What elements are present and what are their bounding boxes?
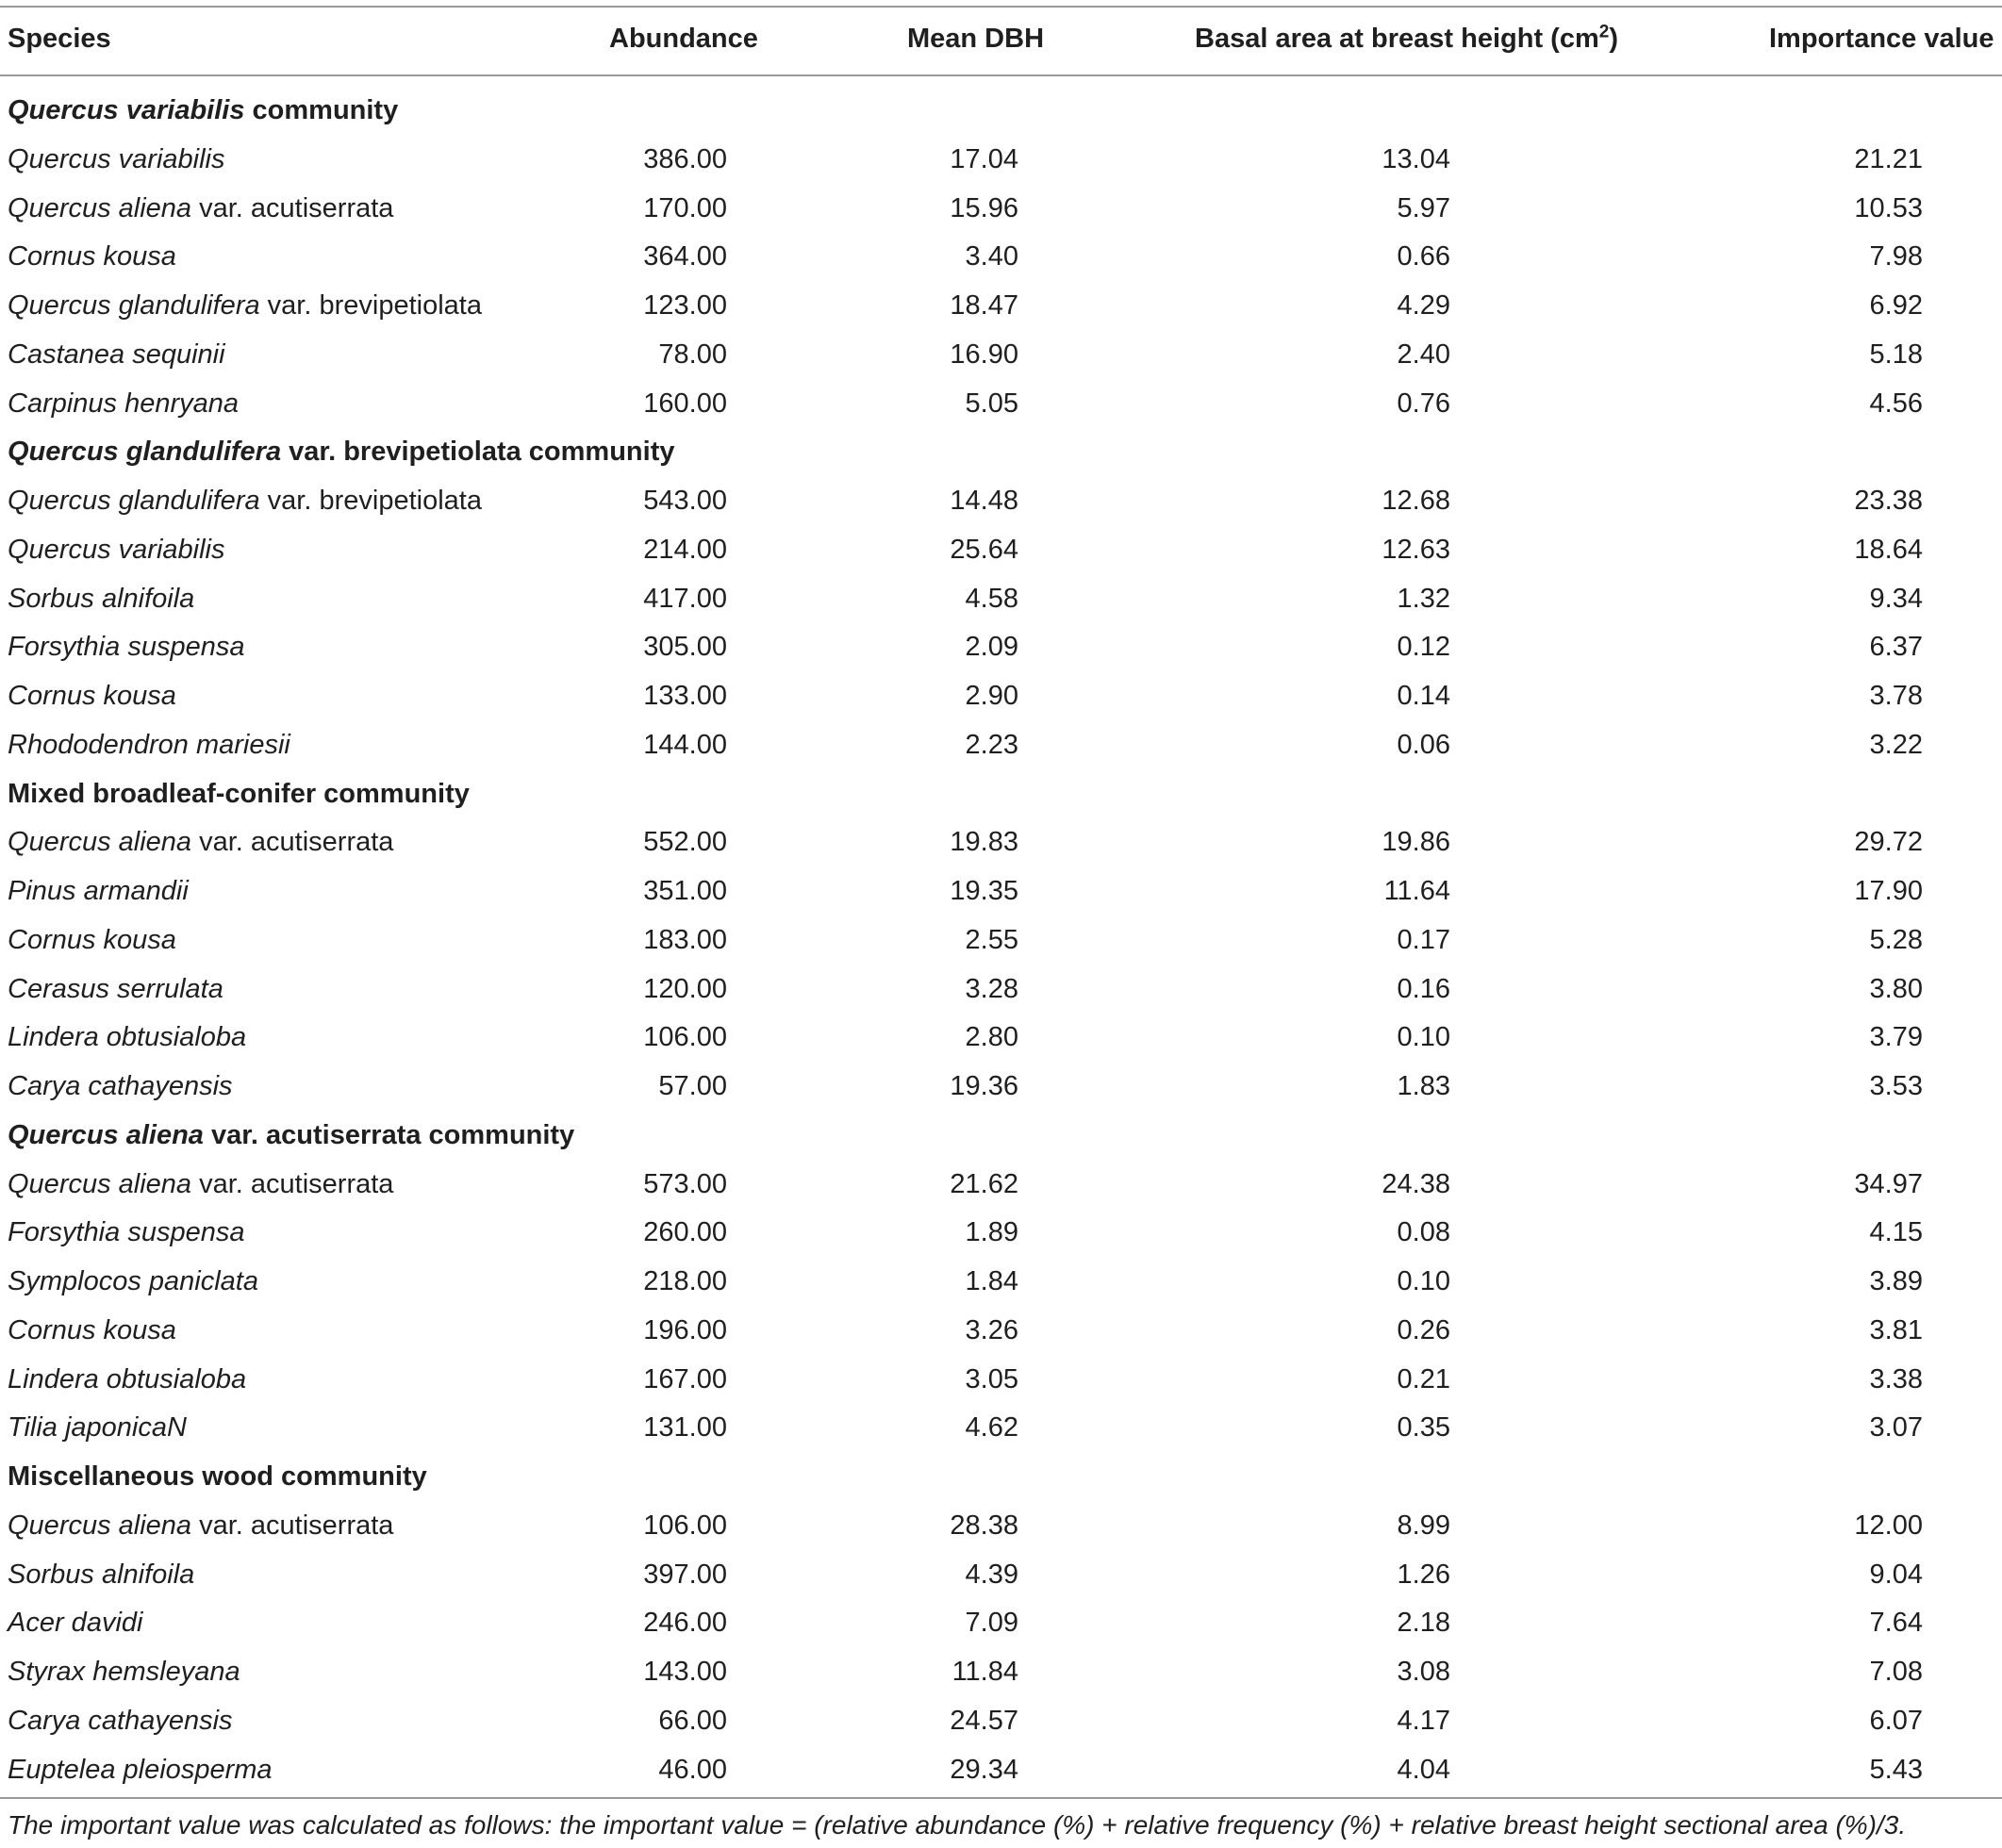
table-row <box>0 281 2002 330</box>
table-row <box>0 817 2002 866</box>
species-italic: Quercus variabilis <box>8 534 225 565</box>
basal-area-value: 0.10 <box>1397 1266 1450 1296</box>
community-title-rest: community <box>244 95 399 125</box>
species-italic: Sorbus alnifoila <box>8 583 195 614</box>
mean-dbh-value: 2.09 <box>965 632 1018 663</box>
importance-value: 3.22 <box>1869 729 1923 760</box>
table-row <box>0 1696 2002 1745</box>
table-row <box>0 1501 2002 1550</box>
abundance-value: 417.00 <box>643 583 727 614</box>
species-name <box>8 1160 393 1209</box>
species-name <box>8 1598 142 1647</box>
importance-value: 6.07 <box>1869 1705 1923 1736</box>
basal-area-value: 3.08 <box>1397 1657 1450 1687</box>
importance-value: 3.53 <box>1869 1071 1923 1101</box>
table-row <box>0 866 2002 916</box>
basal-area-value: 0.17 <box>1397 924 1450 955</box>
species-italic: Quercus aliena <box>8 1510 192 1541</box>
community-group-row <box>0 1452 2002 1501</box>
mean-dbh-value: 7.09 <box>965 1608 1018 1639</box>
species-name <box>8 1257 258 1306</box>
basal-area-value: 0.08 <box>1397 1217 1450 1248</box>
table-row <box>0 1306 2002 1355</box>
basal-area-value: 0.14 <box>1397 681 1450 711</box>
mean-dbh-value: 29.34 <box>950 1754 1018 1785</box>
importance-value: 23.38 <box>1854 486 1923 516</box>
abundance-value: 78.00 <box>658 338 727 370</box>
importance-value: 7.64 <box>1869 1608 1923 1639</box>
basal-area-value: 0.10 <box>1397 1022 1450 1053</box>
community-group-row <box>0 427 2002 476</box>
abundance-value: 351.00 <box>643 876 727 906</box>
abundance-value: 183.00 <box>643 924 727 955</box>
species-name <box>8 1013 246 1062</box>
basal-area-value: 5.97 <box>1397 192 1450 223</box>
table-row <box>0 232 2002 281</box>
mean-dbh-value: 1.84 <box>965 1266 1018 1296</box>
species-rest: var. acutiserrata <box>191 192 394 223</box>
community-title-rest: var. brevipetiolata community <box>281 437 675 468</box>
importance-value: 5.43 <box>1869 1754 1923 1785</box>
importance-value: 3.79 <box>1869 1022 1923 1053</box>
species-rest: var. brevipetiolata <box>259 290 482 321</box>
table-row <box>0 476 2002 525</box>
basal-area-value: 2.40 <box>1397 338 1450 370</box>
species-name <box>8 1355 246 1404</box>
table-header-row <box>0 14 2002 63</box>
table-row <box>0 1160 2002 1209</box>
basal-area-value: 0.66 <box>1397 241 1450 272</box>
species-name <box>8 720 290 769</box>
importance-value: 4.15 <box>1869 1217 1923 1248</box>
species-name <box>8 574 194 623</box>
table-row <box>0 1355 2002 1404</box>
abundance-value: 196.00 <box>643 1314 727 1345</box>
header-basal-area-sup: 2 <box>1598 22 1610 42</box>
community-group-row <box>0 86 2002 135</box>
basal-area-value: 1.83 <box>1397 1071 1450 1101</box>
mean-dbh-value: 2.55 <box>965 924 1018 955</box>
importance-value: 12.00 <box>1854 1510 1923 1541</box>
species-name <box>8 866 189 916</box>
species-italic: Lindera obtusialoba <box>8 1022 247 1053</box>
abundance-value: 543.00 <box>643 486 727 516</box>
species-italic: Sorbus alnifoila <box>8 1559 195 1590</box>
species-italic: Forsythia suspensa <box>8 632 245 663</box>
species-name <box>8 1745 273 1794</box>
mean-dbh-value: 4.58 <box>965 583 1018 614</box>
community-title <box>8 427 675 476</box>
basal-area-value: 12.63 <box>1382 534 1450 565</box>
basal-area-value: 1.26 <box>1397 1559 1450 1590</box>
table-bottom-rule <box>0 1797 2002 1799</box>
mean-dbh-value: 18.47 <box>950 290 1018 321</box>
species-italic: Carpinus henryana <box>8 388 240 419</box>
importance-value: 34.97 <box>1854 1168 1923 1199</box>
species-name <box>8 135 224 184</box>
mean-dbh-value: 15.96 <box>950 192 1018 223</box>
mean-dbh-value: 19.35 <box>950 876 1018 906</box>
mean-dbh-value: 19.36 <box>950 1071 1018 1101</box>
species-name <box>8 1647 240 1696</box>
table-row <box>0 184 2002 233</box>
community-title-italic: Quercus aliena <box>8 1119 204 1150</box>
species-name <box>8 671 176 720</box>
importance-value: 3.89 <box>1869 1266 1923 1296</box>
community-title-italic: Quercus variabilis <box>8 95 245 125</box>
abundance-value: 106.00 <box>643 1022 727 1053</box>
basal-area-value: 0.06 <box>1397 729 1450 760</box>
table-row <box>0 720 2002 769</box>
importance-value: 18.64 <box>1854 534 1923 565</box>
species-name <box>8 1550 194 1599</box>
species-rest: var. acutiserrata <box>191 827 394 858</box>
species-italic: Euptelea pleiosperma <box>8 1754 273 1785</box>
species-italic: Quercus glandulifera <box>8 486 260 516</box>
community-title <box>8 1452 427 1501</box>
species-italic: Cornus kousa <box>8 241 176 272</box>
mean-dbh-value: 28.38 <box>950 1510 1018 1541</box>
basal-area-value: 0.21 <box>1397 1363 1450 1394</box>
table-row <box>0 1062 2002 1111</box>
header-importance-value: Importance value <box>1769 24 1994 54</box>
header-species: Species <box>8 24 111 54</box>
species-name <box>8 1403 187 1452</box>
community-title-rest: Mixed broadleaf-conifer community <box>8 778 470 809</box>
abundance-value: 214.00 <box>643 534 727 565</box>
community-title-rest: Miscellaneous wood community <box>8 1461 427 1492</box>
species-rest: var. acutiserrata <box>191 1168 394 1199</box>
species-name <box>8 916 176 965</box>
species-italic: Quercus aliena <box>8 192 192 223</box>
importance-value: 9.04 <box>1869 1559 1923 1590</box>
mean-dbh-value: 3.05 <box>965 1363 1018 1394</box>
table-row <box>0 574 2002 623</box>
basal-area-value: 0.12 <box>1397 632 1450 663</box>
abundance-value: 305.00 <box>643 632 727 663</box>
abundance-value: 170.00 <box>643 192 727 223</box>
basal-area-value: 0.16 <box>1397 973 1450 1004</box>
species-name <box>8 965 223 1014</box>
species-name <box>8 1696 233 1745</box>
mean-dbh-value: 24.57 <box>950 1705 1018 1736</box>
species-italic: Carya cathayensis <box>8 1071 233 1101</box>
species-name <box>8 281 482 330</box>
header-abundance: Abundance <box>609 24 758 54</box>
importance-value: 5.28 <box>1869 924 1923 955</box>
table-row <box>0 330 2002 379</box>
table-row <box>0 916 2002 965</box>
header-mean-dbh: Mean DBH <box>907 24 1045 54</box>
table-row <box>0 1257 2002 1306</box>
species-italic: Quercus variabilis <box>8 143 225 174</box>
species-name <box>8 379 239 428</box>
basal-area-value: 4.17 <box>1397 1705 1450 1736</box>
mean-dbh-value: 25.64 <box>950 534 1018 565</box>
species-italic: Tilia japonicaN <box>8 1412 187 1444</box>
community-group-row <box>0 769 2002 818</box>
mean-dbh-value: 19.83 <box>950 827 1018 858</box>
table-footnote: The important value was calculated as follows: the important value = (relative abundance (%) + relative frequency (%) + relative breast height sectional area (%)/3. <box>8 1810 1907 1840</box>
species-name <box>8 525 224 574</box>
abundance-value: 160.00 <box>643 388 727 419</box>
table-row <box>0 1598 2002 1647</box>
species-italic: Carya cathayensis <box>8 1705 233 1736</box>
mean-dbh-value: 2.23 <box>965 729 1018 760</box>
basal-area-value: 1.32 <box>1397 583 1450 614</box>
abundance-value: 133.00 <box>643 681 727 711</box>
abundance-value: 66.00 <box>658 1705 727 1736</box>
basal-area-value: 0.35 <box>1397 1412 1450 1444</box>
table-row <box>0 1647 2002 1696</box>
importance-value: 3.81 <box>1869 1314 1923 1345</box>
species-italic: Cornus kousa <box>8 1314 176 1345</box>
species-italic: Quercus aliena <box>8 827 192 858</box>
mean-dbh-value: 2.90 <box>965 681 1018 711</box>
abundance-value: 397.00 <box>643 1559 727 1590</box>
species-name <box>8 817 393 866</box>
header-basal-area-text: Basal area at breast height (cm <box>1195 24 1599 54</box>
species-italic: Quercus aliena <box>8 1168 192 1199</box>
species-name <box>8 330 225 379</box>
species-italic: Cerasus serrulata <box>8 973 223 1004</box>
table-row <box>0 1013 2002 1062</box>
species-name <box>8 232 176 281</box>
species-rest: var. brevipetiolata <box>259 486 482 516</box>
species-italic: Cornus kousa <box>8 924 176 955</box>
basal-area-value: 24.38 <box>1382 1168 1450 1199</box>
species-rest: var. acutiserrata <box>191 1510 394 1541</box>
basal-area-value: 11.64 <box>1383 876 1450 906</box>
abundance-value: 573.00 <box>643 1168 727 1199</box>
mean-dbh-value: 5.05 <box>965 388 1018 419</box>
abundance-value: 144.00 <box>643 729 727 760</box>
mean-dbh-value: 3.28 <box>965 973 1018 1004</box>
community-title <box>8 86 398 135</box>
table-row <box>0 1745 2002 1794</box>
importance-value: 4.56 <box>1869 388 1923 419</box>
importance-value: 6.92 <box>1869 290 1923 321</box>
importance-value: 17.90 <box>1854 876 1923 906</box>
community-title-rest: var. acutiserrata community <box>203 1119 575 1150</box>
abundance-value: 57.00 <box>658 1071 727 1101</box>
importance-value: 5.18 <box>1869 338 1923 370</box>
abundance-value: 131.00 <box>643 1412 727 1444</box>
mean-dbh-value: 4.62 <box>965 1412 1018 1444</box>
abundance-value: 46.00 <box>658 1754 727 1785</box>
abundance-value: 386.00 <box>643 143 727 174</box>
mean-dbh-value: 4.39 <box>965 1559 1018 1590</box>
species-name <box>8 1208 244 1257</box>
header-basal-area-close: ) <box>1609 24 1618 54</box>
abundance-value: 167.00 <box>643 1363 727 1394</box>
community-title <box>8 1111 574 1160</box>
abundance-value: 246.00 <box>643 1608 727 1639</box>
importance-value: 9.34 <box>1869 583 1923 614</box>
table-row <box>0 965 2002 1014</box>
mean-dbh-value: 16.90 <box>950 338 1018 370</box>
importance-value: 10.53 <box>1854 192 1923 223</box>
importance-value: 7.98 <box>1869 241 1923 272</box>
mean-dbh-value: 2.80 <box>965 1022 1018 1053</box>
basal-area-value: 0.26 <box>1397 1314 1450 1345</box>
mean-dbh-value: 3.26 <box>965 1314 1018 1345</box>
abundance-value: 218.00 <box>643 1266 727 1296</box>
species-italic: Acer davidi <box>8 1608 143 1639</box>
species-name <box>8 1306 176 1355</box>
mean-dbh-value: 11.84 <box>951 1657 1018 1687</box>
species-name <box>8 184 393 233</box>
importance-value: 3.78 <box>1869 681 1923 711</box>
mean-dbh-value: 14.48 <box>950 486 1018 516</box>
species-italic: Forsythia suspensa <box>8 1217 245 1248</box>
basal-area-value: 13.04 <box>1382 143 1450 174</box>
species-italic: Rhododendron mariesii <box>8 729 290 760</box>
species-italic: Cornus kousa <box>8 681 176 711</box>
species-name <box>8 1501 393 1550</box>
header-basal-area <box>1195 14 1618 63</box>
basal-area-value: 2.18 <box>1397 1608 1450 1639</box>
species-italic: Styrax hemsleyana <box>8 1657 240 1687</box>
table-row <box>0 525 2002 574</box>
table-row <box>0 379 2002 428</box>
table-row <box>0 622 2002 671</box>
abundance-value: 364.00 <box>643 241 727 272</box>
abundance-value: 260.00 <box>643 1217 727 1248</box>
table-row <box>0 1403 2002 1452</box>
species-italic: Castanea sequinii <box>8 338 225 370</box>
species-name <box>8 476 482 525</box>
importance-value: 29.72 <box>1854 827 1923 858</box>
table-header-rule <box>0 74 2002 76</box>
basal-area-value: 19.86 <box>1382 827 1450 858</box>
table-row <box>0 671 2002 720</box>
basal-area-value: 4.04 <box>1397 1754 1450 1785</box>
basal-area-value: 0.76 <box>1397 388 1450 419</box>
importance-value: 7.08 <box>1869 1657 1923 1687</box>
table-row <box>0 1208 2002 1257</box>
importance-value: 3.80 <box>1869 973 1923 1004</box>
mean-dbh-value: 3.40 <box>965 241 1018 272</box>
community-group-row <box>0 1111 2002 1160</box>
importance-value: 6.37 <box>1869 632 1923 663</box>
mean-dbh-value: 1.89 <box>965 1217 1018 1248</box>
table-row <box>0 1550 2002 1599</box>
mean-dbh-value: 21.62 <box>950 1168 1018 1199</box>
importance-value: 3.38 <box>1869 1363 1923 1394</box>
abundance-value: 106.00 <box>643 1510 727 1541</box>
abundance-value: 123.00 <box>643 290 727 321</box>
importance-value: 3.07 <box>1869 1412 1923 1444</box>
basal-area-value: 4.29 <box>1397 290 1450 321</box>
table-row <box>0 135 2002 184</box>
species-italic: Symplocos paniclata <box>8 1266 258 1296</box>
abundance-value: 143.00 <box>643 1657 727 1687</box>
species-name <box>8 1062 233 1111</box>
basal-area-value: 12.68 <box>1382 486 1450 516</box>
table-top-rule <box>0 6 2002 8</box>
species-italic: Lindera obtusialoba <box>8 1363 247 1394</box>
community-title-italic: Quercus glandulifera <box>8 437 282 468</box>
importance-value: 21.21 <box>1854 143 1923 174</box>
community-title <box>8 769 470 818</box>
basal-area-value: 8.99 <box>1397 1510 1450 1541</box>
species-italic: Quercus glandulifera <box>8 290 260 321</box>
species-name <box>8 622 244 671</box>
species-italic: Pinus armandii <box>8 876 189 906</box>
abundance-value: 120.00 <box>643 973 727 1004</box>
abundance-value: 552.00 <box>643 827 727 858</box>
mean-dbh-value: 17.04 <box>950 143 1018 174</box>
